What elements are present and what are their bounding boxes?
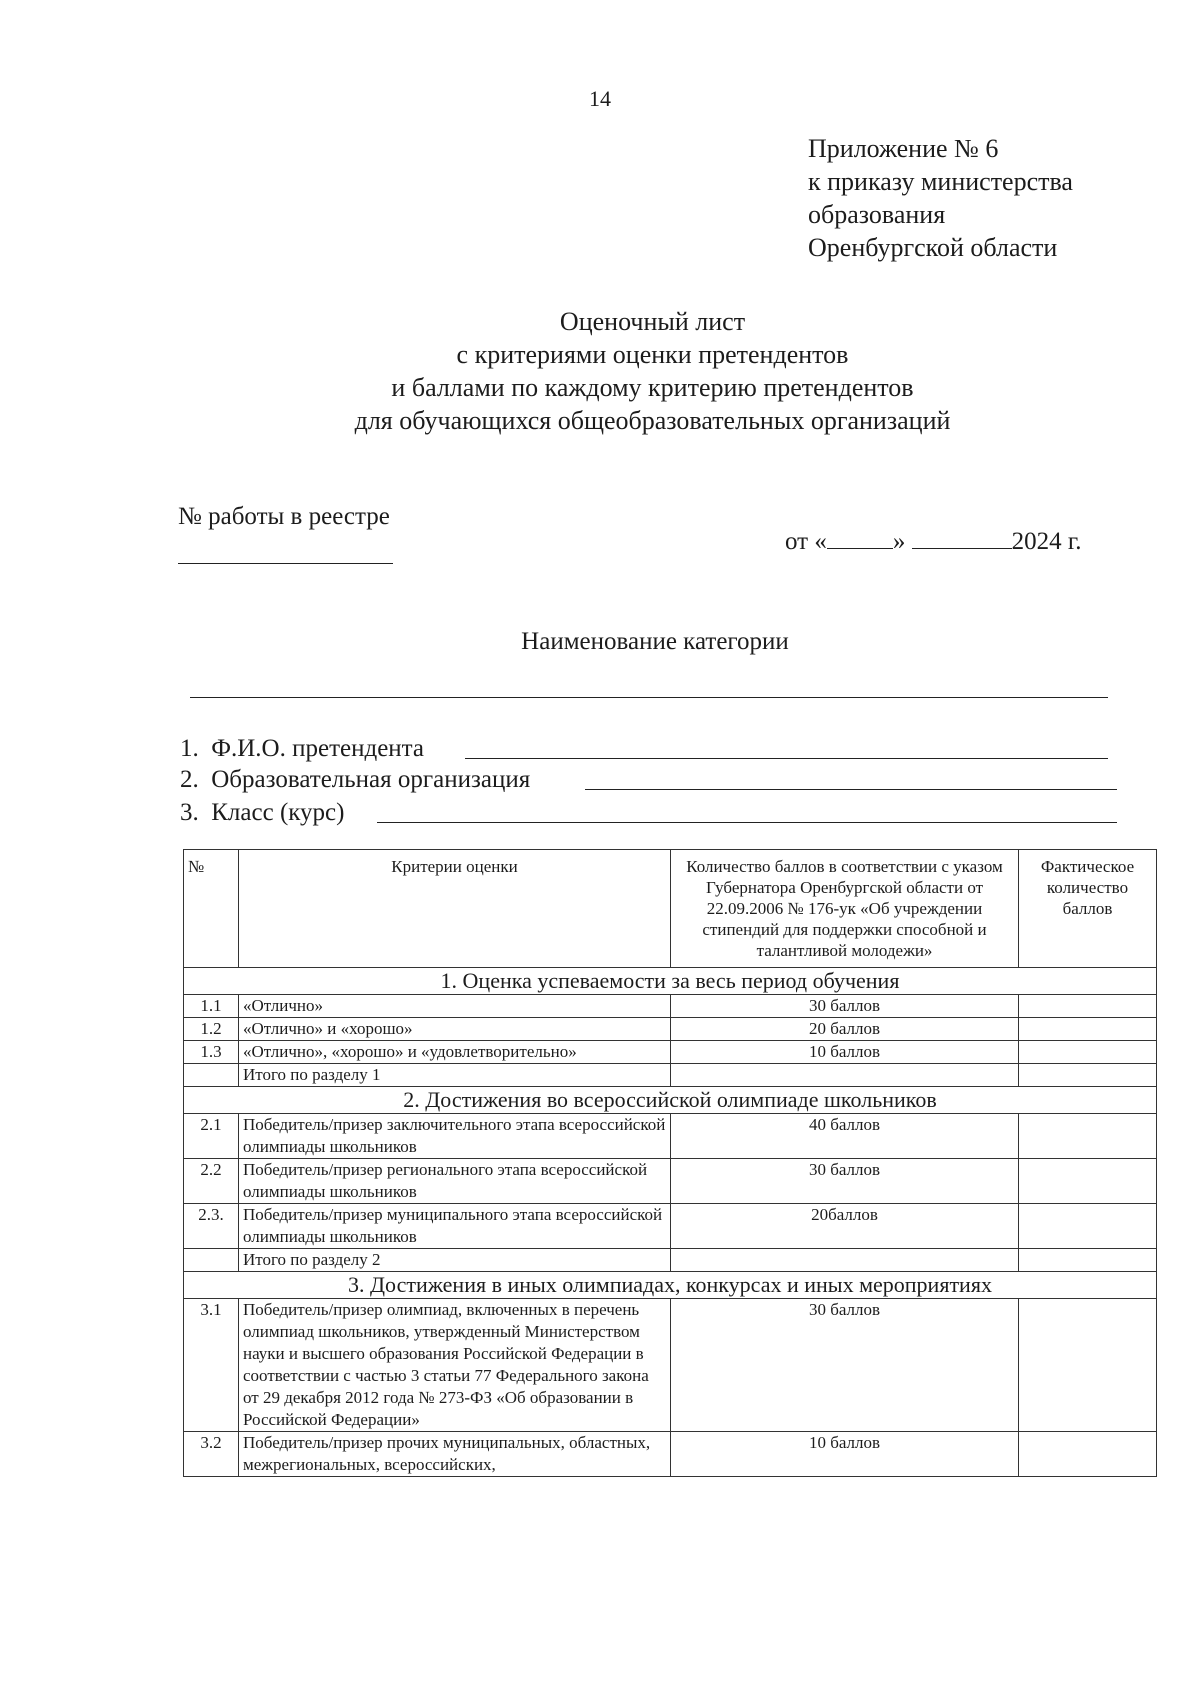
row-number: 1.2 <box>184 1018 239 1041</box>
table-row <box>184 1299 1157 1432</box>
section-title: 1. Оценка успеваемости за весь период обучения <box>184 968 1157 995</box>
row-actual-blank <box>1019 1249 1157 1272</box>
row-actual-blank <box>1019 1018 1157 1041</box>
registry-number-label: № работы в реестре <box>178 503 390 530</box>
section-header-row <box>184 1087 1157 1114</box>
month-blank <box>912 528 1012 549</box>
row-criterion: Победитель/призер заключительного этапа всероссийской олимпиады школьников <box>239 1114 671 1159</box>
row-points: 20 баллов <box>671 1018 1019 1041</box>
table-row <box>184 1204 1157 1249</box>
field-number: 3. <box>180 799 199 826</box>
field-label: Класс (курс) <box>211 799 345 826</box>
section-header-row <box>184 968 1157 995</box>
field-blank <box>465 758 1108 759</box>
section-title: 2. Достижения во всероссийской олимпиаде школьников <box>184 1087 1157 1114</box>
section-header-row <box>184 1272 1157 1299</box>
row-criterion: «Отлично» <box>239 995 671 1018</box>
date-suffix: 2024 г. <box>1011 528 1082 555</box>
field-applicant-name <box>180 735 1108 763</box>
table-row <box>184 1018 1157 1041</box>
row-number: 1.3 <box>184 1041 239 1064</box>
table-row <box>184 1114 1157 1159</box>
appendix-header <box>808 132 1073 264</box>
section-total-label: Итого по разделу 1 <box>239 1064 671 1087</box>
row-criterion: Победитель/призер прочих муниципальных, областных, межрегиональных, всероссийских, <box>239 1432 671 1477</box>
row-number-blank <box>184 1249 239 1272</box>
row-points: 40 баллов <box>671 1114 1019 1159</box>
row-number: 2.1 <box>184 1114 239 1159</box>
field-organization <box>180 766 1117 794</box>
row-points-blank <box>671 1064 1019 1087</box>
registry-number-blank <box>178 563 393 564</box>
row-points-blank <box>671 1249 1019 1272</box>
header-criteria: Критерии оценки <box>239 850 671 968</box>
row-actual-blank <box>1019 1041 1157 1064</box>
field-class <box>180 799 1117 827</box>
row-points: 10 баллов <box>671 1432 1019 1477</box>
field-label: Ф.И.О. претендента <box>211 735 425 762</box>
appendix-line: Приложение № 6 <box>808 134 999 163</box>
row-criterion: Победитель/призер олимпиад, включенных в перечень олимпиад школьников, утвержденный Министерством науки и высшего образования Российской Федерации в соответствии с частью 3 статьи 77 Федерального закона от 29 декабря 2012 года № 273-ФЗ «Об образовании в Российской Федерации» <box>239 1299 671 1432</box>
page-number: 14 <box>589 86 611 111</box>
appendix-line: образования <box>808 200 946 229</box>
appendix-line: Оренбургской области <box>808 233 1058 262</box>
title-line: и баллами по каждому критерию претендентов <box>391 373 914 402</box>
row-criterion: «Отлично», «хорошо» и «удовлетворительно» <box>239 1041 671 1064</box>
header-number: № <box>184 850 239 968</box>
header-actual-points: Фактическое количество баллов <box>1019 850 1157 968</box>
document-title <box>0 305 1200 437</box>
field-blank <box>585 789 1117 790</box>
row-actual-blank <box>1019 1204 1157 1249</box>
date-line <box>785 528 1082 556</box>
title-line: с критериями оценки претендентов <box>456 340 849 369</box>
section-total-row <box>184 1249 1157 1272</box>
row-number: 2.3. <box>184 1204 239 1249</box>
row-actual-blank <box>1019 995 1157 1018</box>
row-criterion: Победитель/призер регионального этапа всероссийской олимпиады школьников <box>239 1159 671 1204</box>
row-number: 1.1 <box>184 995 239 1018</box>
row-points: 10 баллов <box>671 1041 1019 1064</box>
field-number: 1. <box>180 735 199 762</box>
date-mid: » <box>892 528 912 555</box>
field-blank <box>377 822 1117 823</box>
table-row <box>184 1159 1157 1204</box>
criteria-table <box>183 849 1157 1477</box>
table-header-row <box>184 850 1157 968</box>
table-row <box>184 1041 1157 1064</box>
section-total-row <box>184 1064 1157 1087</box>
row-points: 30 баллов <box>671 1299 1019 1432</box>
row-actual-blank <box>1019 1159 1157 1204</box>
section-total-label: Итого по разделу 2 <box>239 1249 671 1272</box>
row-points: 30 баллов <box>671 995 1019 1018</box>
table-row <box>184 1432 1157 1477</box>
title-line: для обучающихся общеобразовательных организаций <box>354 406 951 435</box>
day-blank <box>827 528 893 549</box>
row-actual-blank <box>1019 1064 1157 1087</box>
category-blank <box>190 697 1108 698</box>
row-points: 30 баллов <box>671 1159 1019 1204</box>
field-number: 2. <box>180 766 199 793</box>
row-number: 3.2 <box>184 1432 239 1477</box>
category-label: Наименование категории <box>521 628 789 655</box>
row-criterion: Победитель/призер муниципального этапа всероссийской олимпиады школьников <box>239 1204 671 1249</box>
header-points: Количество баллов в соответствии с указом Губернатора Оренбургской области от 22.09.2006 № 176-ук «Об учреждении стипендий для поддержки способной и талантливой молодежи» <box>671 850 1019 968</box>
row-points: 20баллов <box>671 1204 1019 1249</box>
row-number: 3.1 <box>184 1299 239 1432</box>
row-actual-blank <box>1019 1114 1157 1159</box>
row-criterion: «Отлично» и «хорошо» <box>239 1018 671 1041</box>
table-row <box>184 995 1157 1018</box>
date-prefix: от « <box>785 528 827 555</box>
section-title: 3. Достижения в иных олимпиадах, конкурсах и иных мероприятиях <box>184 1272 1157 1299</box>
row-actual-blank <box>1019 1299 1157 1432</box>
row-number-blank <box>184 1064 239 1087</box>
appendix-line: к приказу министерства <box>808 167 1073 196</box>
row-number: 2.2 <box>184 1159 239 1204</box>
field-label: Образовательная организация <box>211 766 531 793</box>
row-actual-blank <box>1019 1432 1157 1477</box>
title-line: Оценочный лист <box>559 307 746 336</box>
